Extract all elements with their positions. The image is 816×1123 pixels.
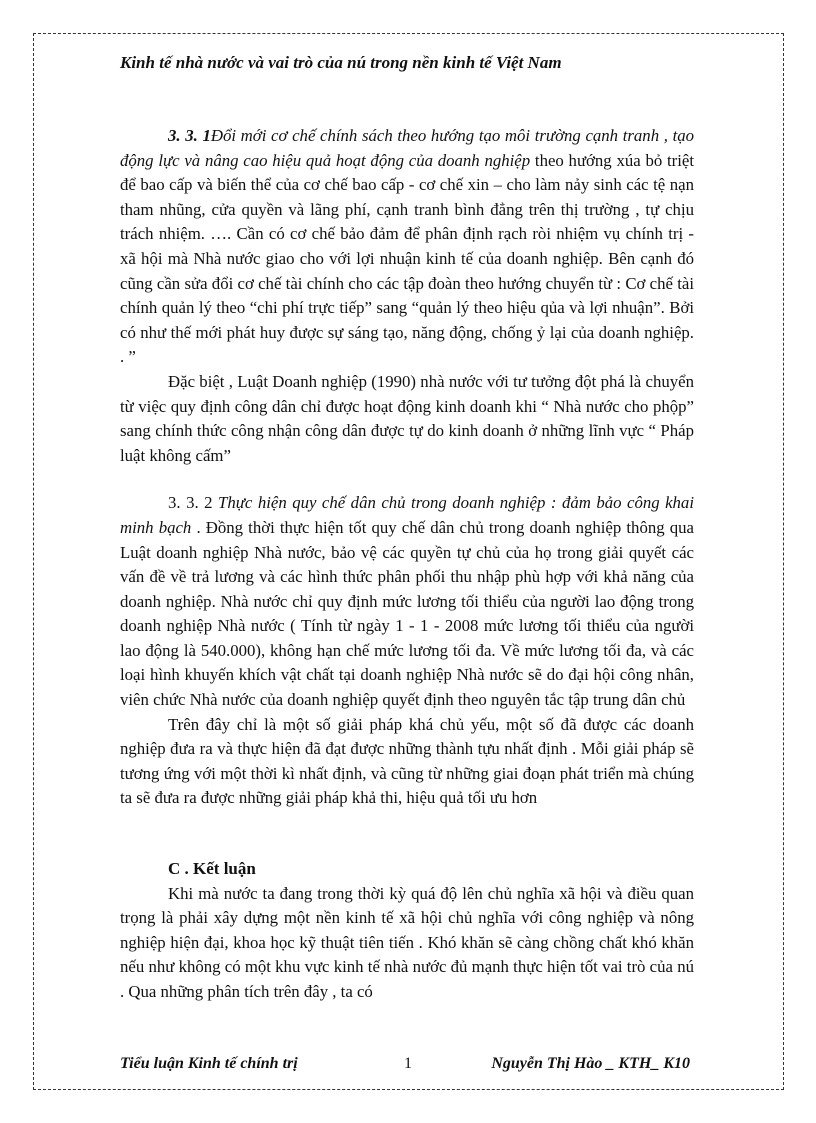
section-3-3-1-text: theo hướng xúa bỏ triệt để bao cấp và biến thể của cơ chế bao cấp - cơ chế xin – cho làm nảy sinh các tệ nạn tham nhũng, cửa quyền và lãng phí, cạnh tranh bình đẳng trên thị trường , tự chịu trách nhiệm. …. Cần có cơ chế bảo đảm để phân định rạch ròi nhiệm vụ chính trị - xã hội mà Nhà nước giao cho với lợi nhuận kinh tế của doanh nghiệp. Bên cạnh đó cũng cần sửa đổi cơ chế tài chính cho các tập đoàn theo hướng chuyển từ : Cơ chế tài chính quản lý theo “chi phí trực tiếp” sang “quản lý theo hiệu qủa và lợi nhuận”. Bởi có như thế mới phát huy được sự sáng tạo, năng động, chống ỷ lại của doanh nghiệp. . ” (120, 150, 695, 367)
section-3-3-2-text: . Đồng thời thực hiện tốt quy chế dân chủ trong doanh nghiệp thông qua Luật doanh nghiệp Nhà nước, bảo vệ các quyền tự chủ của họ trong giải quyết các vấn đề về trả lương và các hình thức phân phối thu nhập phù hợp với khả năng của doanh nghiệp. Nhà nước chỉ quy định mức lương tối thiểu của người lao động trong doanh nghiệp Nhà nước ( Tính từ ngày 1 - 1 - 2008 mức lương tối thiểu của người lao động là 540.000), không hạn chế mức lương tối đa. Về mức lương tối đa, và các loại hình khuyến khích vật chất tại doanh nghiệp Nhà nước sẽ do đại hội công nhân, viên chức Nhà nước của doanh nghiệp quyết định theo nguyên tắc tập trung dân chủ (120, 517, 694, 710)
section-3-3-1-paragraph (120, 124, 694, 370)
section-3-3-2-paragraph-2: Trên đây chỉ là một số giải pháp khá chủ yếu, một số đã được các doanh nghiệp đưa ra và thực hiện đã đạt được những thành tựu nhất định . Mỗi giải pháp sẽ tương ứng với một thời kì nhất định, và cũng từ những giai đoạn phát triển mà chúng ta sẽ đưa ra được những giải pháp khả thi, hiệu quả tối ưu hơn (120, 714, 694, 808)
conclusion-paragraph: Khi mà nước ta đang trong thời kỳ quá độ lên chủ nghĩa xã hội và điều quan trọng là phải xây dựng một nền kinh tế xã hội chủ nghĩa với công nghiệp và nông nghiệp hiện đại, khoa học kỹ thuật tiên tiến . Khó khăn sẽ càng chồng chất khó khăn nếu như không có một khu vực kinh tế nhà nước đủ mạnh thực hiện tốt vai trò của nú . Qua những phân tích trên đây , ta có (120, 883, 694, 1001)
footer-left: Tiểu luận Kinh tế chính trị (120, 1055, 298, 1072)
document-body (120, 124, 694, 1005)
section-3-3-2-paragraph (120, 491, 694, 712)
footer-right: Nguyễn Thị Hào _ KTH_ K10 (491, 1055, 690, 1072)
section-3-3-1-heading: Đổi mới cơ chế chính sách theo hướng tạo môi trường cạnh tranh , tạo động lực và nâng cao hiệu quả hoạt động của doanh nghiệp (120, 126, 695, 170)
page-number: 1 (404, 1055, 412, 1072)
section-3-3-2-number: 3. 3. 2 (168, 493, 213, 513)
conclusion-heading: C . Kết luận (168, 859, 256, 879)
document-header: Kinh tế nhà nước và vai trò của nú trong nền kinh tế Việt Nam (120, 53, 562, 72)
section-3-3-1-number: 3. 3. 1 (168, 126, 211, 145)
section-3-3-1-paragraph-2: Đặc biệt , Luật Doanh nghiệp (1990) nhà nước với tư tưởng đột phá là chuyển từ việc quy định công dân chỉ được hoạt động kinh doanh khi “ Nhà nước cho phộp” sang chính thức công nhận công dân được tự do kinh doanh ở những lĩnh vực “ Pháp luật không cấm” (120, 371, 694, 465)
document-footer (120, 1054, 690, 1076)
section-3-3-2-heading: Thực hiện quy chế dân chủ trong doanh nghiệp : đảm bảo công khai minh bạch (120, 493, 694, 537)
